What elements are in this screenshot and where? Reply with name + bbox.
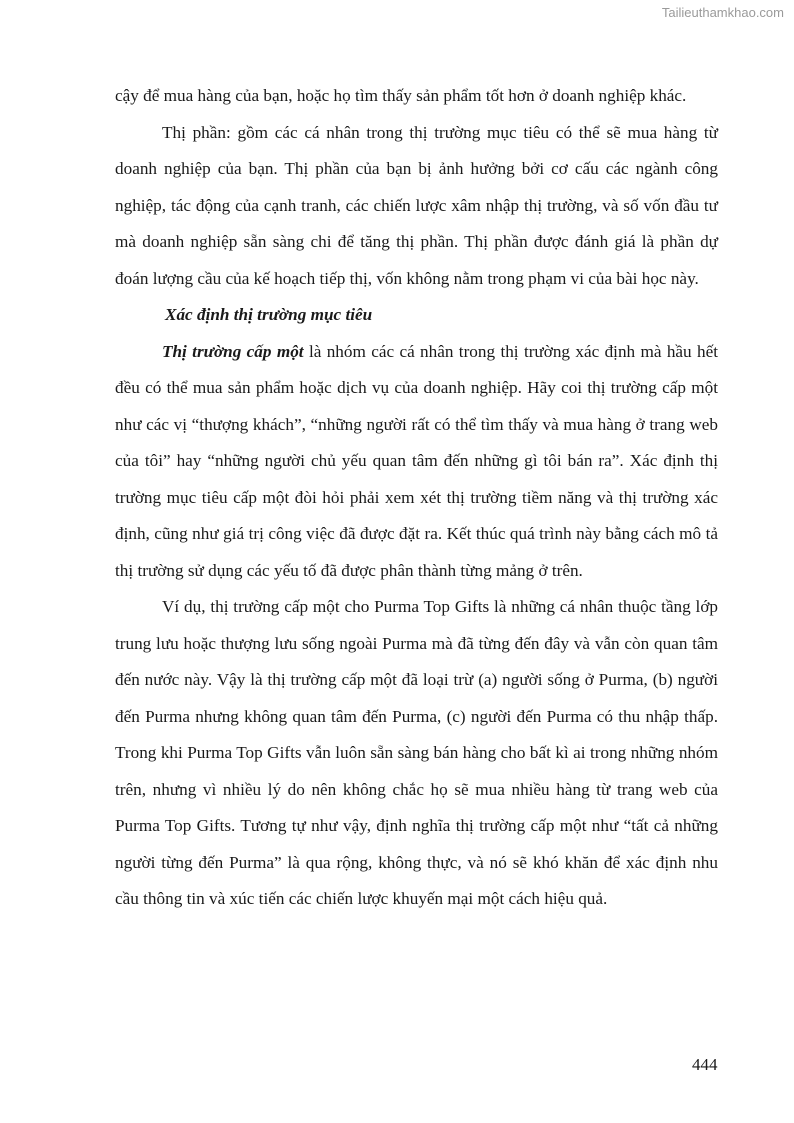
paragraph-continuation: cậy để mua hàng của bạn, hoặc họ tìm thấy sản phẩm tốt hơn ở doanh nghiệp khác. <box>115 86 687 105</box>
paragraph-primary-market-text: là nhóm các cá nhân trong thị trường xác định mà hầu hết đều có thể mua sản phẩm hoặc dịch vụ của doanh nghiệp. Hãy coi thị trường cấp một như các vị “thượng khách”, “những người rất có thể tìm thấy và mua hàng ở trang web của tôi” hay “những người chủ yếu quan tâm đến những gì tôi bán ra”. Xác định thị trường mục tiêu cấp một đòi hỏi phải xem xét thị trường tiềm năng và thị trường xác định, cũng như giá trị công việc đã được đặt ra. Kết thúc quá trình này bằng cách mô tả thị trường sử dụng các yếu tố đã được phân thành từng mảng ở trên. <box>115 341 719 580</box>
term-primary-market: Thị trường cấp một <box>162 341 304 361</box>
paragraph-market-share: Thị phần: gồm các cá nhân trong thị trường mục tiêu có thể sẽ mua hàng từ doanh nghiệp của bạn. Thị phần của bạn bị ảnh hưởng bởi cơ cấu các ngành công nghiệp, tác động của cạnh tranh, các chiến lược xâm nhập thị trường, và số vốn đầu tư mà doanh nghiệp sẵn sàng chi để tăng thị phần. Thị phần được đánh giá là phần dự đoán lượng cầu của kế hoạch tiếp thị, vốn không nằm trong phạm vi của bài học này. <box>115 122 718 288</box>
paragraph-example: Ví dụ, thị trường cấp một cho Purma Top Gifts là những cá nhân thuộc tầng lớp trung lưu hoặc thượng lưu sống ngoài Purma mà đã từng đến đây và vẫn còn quan tâm đến nước này. Vậy là thị trường cấp một đã loại trừ (a) người sống ở Purma, (b) người đến Purma nhưng không quan tâm đến Purma, (c) người đến Purma có thu nhập thấp. Trong khi Purma Top Gifts vẫn luôn sẵn sàng bán hàng cho bất kì ai trong những nhóm trên, nhưng vì nhiều lý do nên không chắc họ sẽ mua nhiều hàng từ trang web của Purma Top Gifts. Tương tự như vậy, định nghĩa thị trường cấp một như “tất cả những người từng đến Purma” là qua rộng, không thực, và nó sẽ khó khăn để xác định nhu cầu thông tin và xúc tiến các chiến lược khuyến mại một cách hiệu quả. <box>115 597 718 908</box>
watermark-text: Tailieuthamkhao.com <box>661 5 784 20</box>
paragraph-primary-market <box>115 334 718 590</box>
document-body <box>115 78 718 918</box>
page-number: 444 <box>692 1055 718 1074</box>
section-heading: Xác định thị trường mục tiêu <box>165 305 373 324</box>
